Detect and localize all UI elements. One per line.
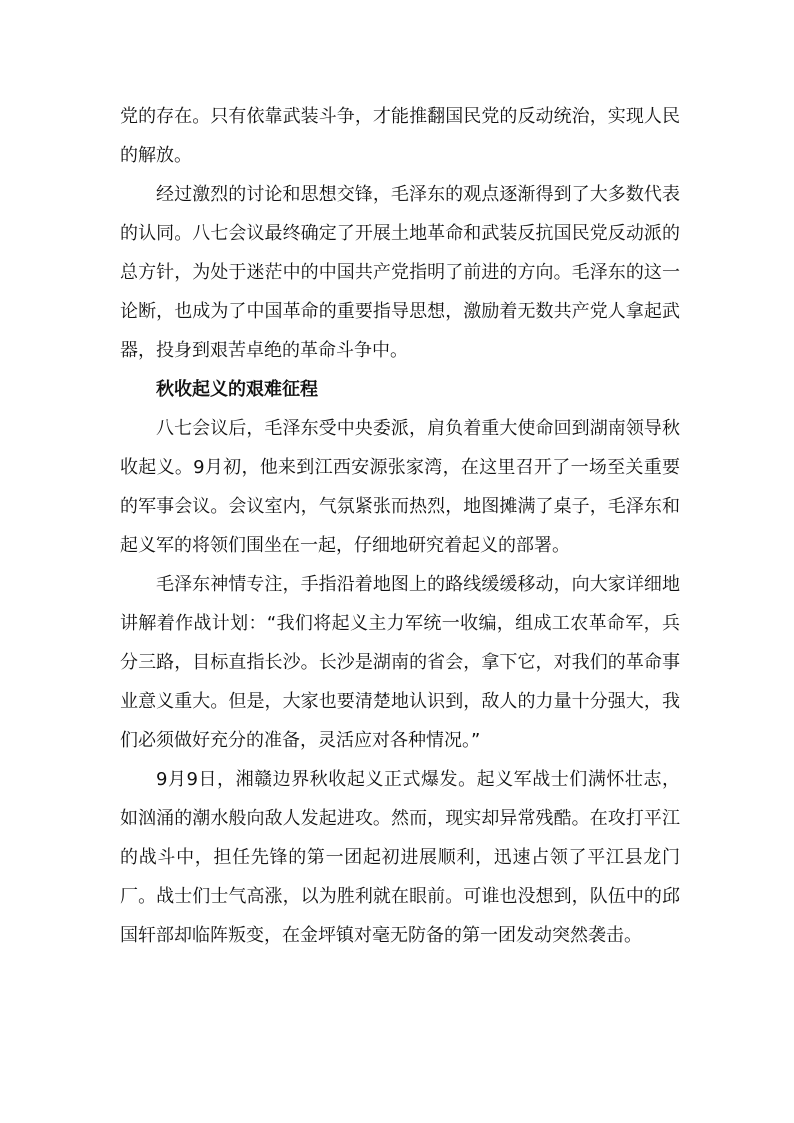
paragraph-2: 经过激烈的讨论和思想交锋，毛泽东的观点逐渐得到了大多数代表的认同。八七会议最终确定了开展土地革命和武装反抗国民党反动派的总方针，为处于迷茫中的中国共产党指明了前进的方向。毛泽东的这一论断，也成为了中国革命的重要指导思想，激励着无数共产党人拿起武器，投身到艰苦卓绝的革命斗争中。: [120, 184, 680, 361]
section-heading: 秋收起义的艰难征程: [156, 379, 318, 400]
paragraph-5: 9月9日，湘赣边界秋收起义正式爆发。起义军战士们满怀壮志，如汹涌的潮水般向敌人发起进攻。然而，现实却异常残酷。在攻打平江的战斗中，担任先锋的第一团起初进展顺利，迅速占领了平江县龙门厂。战士们士气高涨，以为胜利就在眼前。可谁也没想到，队伍中的邱国轩部却临阵叛变，在金坪镇对毫无防备的第一团发动突然袭击。: [120, 769, 680, 946]
paragraph-4: 毛泽东神情专注，手指沿着地图上的路线缓缓移动，向大家详细地讲解着作战计划：“我们将起义主力军统一收编，组成工农革命军，兵分三路，目标直指长沙。长沙是湖南的省会，拿下它，对我们的革命事业意义重大。但是，大家也要清楚地认识到，敌人的力量十分强大，我们必须做好充分的准备，灵活应对各种情况。”: [120, 574, 680, 751]
paragraph-3: 八七会议后，毛泽东受中央委派，肩负着重大使命回到湖南领导秋收起义。9月初，他来到江西安源张家湾，在这里召开了一场至关重要的军事会议。会议室内，气氛紧张而热烈，地图摊满了桌子，毛泽东和起义军的将领们围坐在一起，仔细地研究着起义的部署。: [120, 418, 680, 556]
document-body: [120, 97, 680, 955]
paragraph-1: 党的存在。只有依靠武装斗争，才能推翻国民党的反动统治，实现人民的解放。: [120, 106, 680, 166]
